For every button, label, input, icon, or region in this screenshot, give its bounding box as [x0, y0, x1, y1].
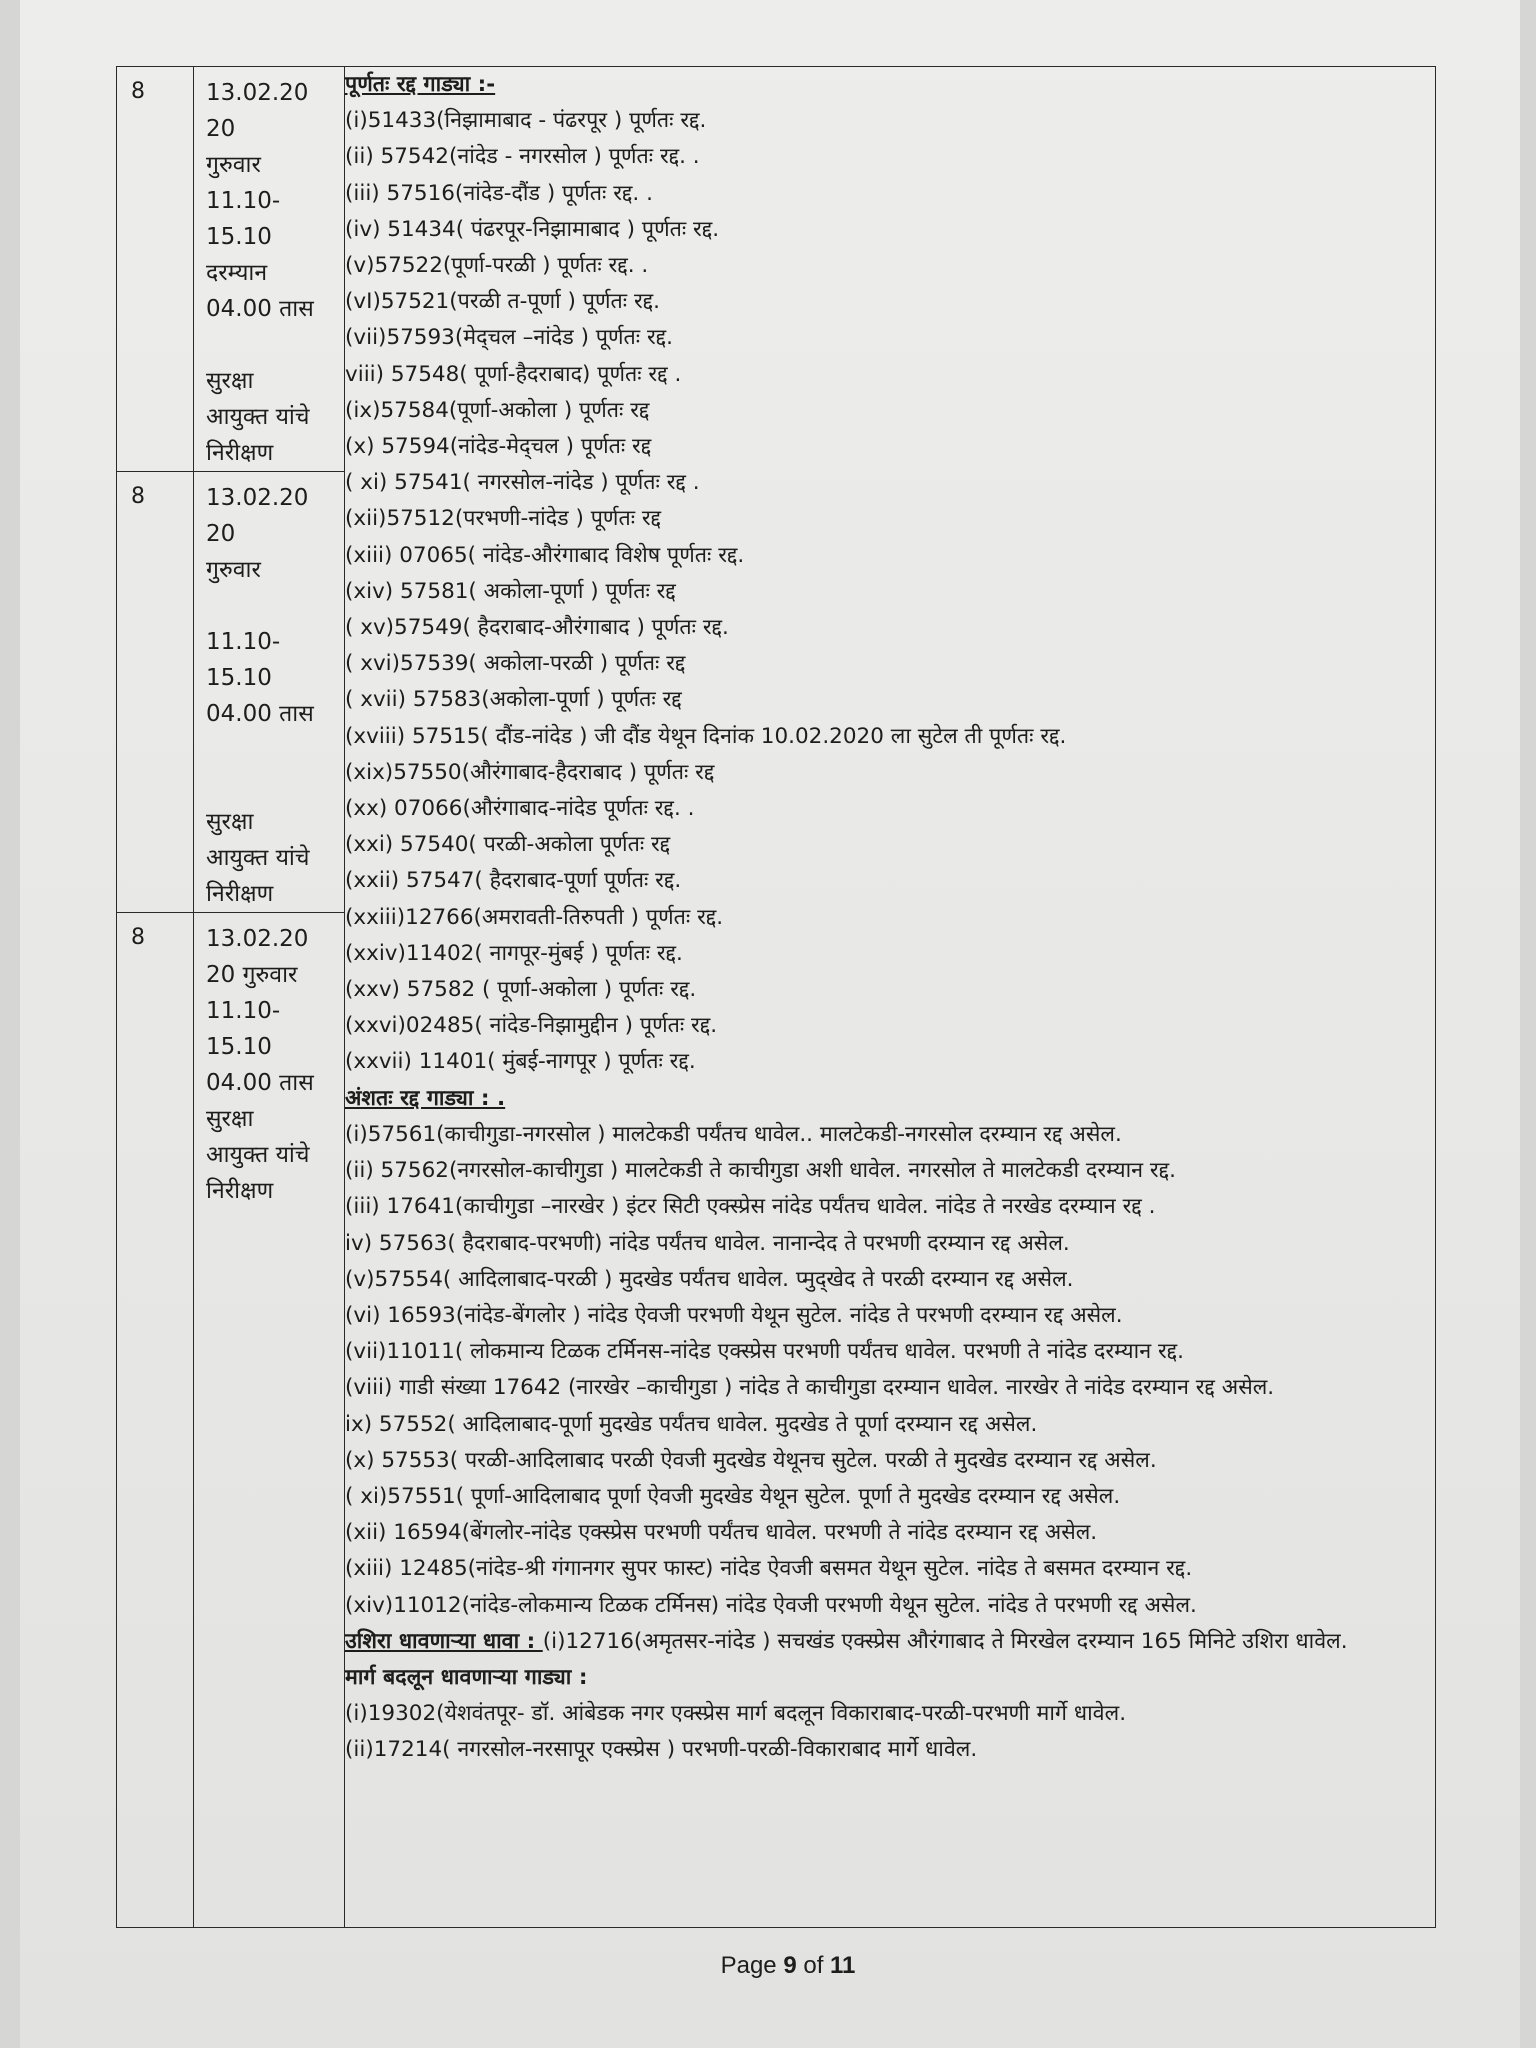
total-pages: 11: [830, 1952, 856, 1979]
time-line: दरम्यान: [206, 260, 268, 286]
details-cell: [345, 67, 1436, 1928]
diverted-item: (i)19302(येशवंतपूर- डॉ. आंबेडक नगर एक्स्प्रेस मार्ग बदलून विकाराबाद-परळी-परभणी मार्गे धावेल.: [345, 1701, 1127, 1727]
inspection-line: सुरक्षा: [206, 368, 254, 394]
full-cancel-item: (vI)57521(परळी त-पूर्णा ) पूर्णतः रद्द.: [345, 289, 660, 315]
late-running-heading: उशिरा धावणाऱ्या धावा :: [345, 1628, 543, 1654]
date-time-cell: [194, 67, 345, 472]
row-number: 8: [131, 79, 145, 104]
row-number-cell: [117, 913, 194, 1928]
page-label: Page: [720, 1952, 784, 1979]
full-cancel-item: (x) 57594(नांदेड-मेद्चल ) पूर्णतः रद्द: [345, 434, 652, 460]
weekday-line: गुरुवार: [206, 152, 261, 178]
full-cancel-item: (xxvii) 11401( मुंबई-नागपूर ) पूर्णतः रद्द.: [345, 1049, 696, 1075]
partial-cancel-item: (ii) 57562(नगरसोल-काचीगुडा ) मालटेकडी ते काचीगुडा अशी धावेल. नगरसोल ते मालटेकडी दरम्यान रद्द.: [345, 1158, 1176, 1184]
full-cancel-item: (ix)57584(पूर्णा-अकोला ) पूर्णतः रद्द: [345, 397, 650, 423]
inspection-line: सुरक्षा: [206, 1106, 254, 1132]
full-cancel-item: ( xv)57549( हैदराबाद-औरंगाबाद ) पूर्णतः रद्द.: [345, 615, 729, 641]
row-number: 8: [131, 925, 145, 950]
full-cancel-item: viii) 57548( पूर्णा-हैदराबाद) पूर्णतः रद्द .: [345, 361, 682, 387]
partial-cancel-heading: अंशतः रद्द गाड्या : .: [345, 1085, 506, 1111]
full-cancel-item: ( xvii) 57583(अकोला-पूर्णा ) पूर्णतः रद्द: [345, 687, 682, 713]
full-cancel-item: (xiii) 07065( नांदेड-औरंगाबाद विशेष पूर्णतः रद्द.: [345, 542, 745, 568]
page-of-label: of: [796, 1952, 831, 1979]
page-number: [20, 1952, 1536, 1980]
full-cancel-item: ( xvi)57539( अकोला-परळी ) पूर्णतः रद्द: [345, 651, 686, 677]
row-number-cell: [117, 67, 194, 472]
partial-cancel-item: ( xi)57551( पूर्णा-आदिलाबाद पूर्णा ऐवजी मुदखेड येथून सुटेल. पूर्णा ते मुदखेड दरम्यान रद्द असेल.: [345, 1483, 1121, 1509]
time-line: 15.10: [206, 224, 272, 250]
partial-cancel-item: (vii)11011( लोकमान्य टिळक टर्मिनस-नांदेड एक्स्प्रेस परभणी पर्यंतच धावेल. परभणी ते नांदेड दरम्यान रद्द.: [345, 1339, 1184, 1365]
late-running-item: (i)12716(अमृतसर-नांदेड ) सचखंड एक्स्प्रेस औरंगाबाद ते मिरखेल दरम्यान 165 मिनिटे उशिरा धावेल.: [542, 1628, 1348, 1654]
late-running-entry: [345, 1624, 1435, 1660]
full-cancel-item: (xii)57512(परभणी-नांदेड ) पूर्णतः रद्द: [345, 506, 662, 532]
details-text: [345, 67, 1435, 1769]
weekday-line: 20 गुरुवार: [206, 962, 298, 988]
full-cancel-item: ( xi) 57541( नगरसोल-नांदेड ) पूर्णतः रद्द .: [345, 470, 700, 496]
duration-line: 04.00 तास: [206, 701, 314, 727]
inspection-line: निरीक्षण: [206, 440, 274, 466]
full-cancel-item: (i)51433(निझामाबाद - पंढरपूर ) पूर्णतः रद्द.: [345, 108, 707, 134]
weekday-line: गुरुवार: [206, 557, 261, 583]
current-page: 9: [783, 1952, 797, 1979]
full-cancel-item: (vii)57593(मेद्चल –नांदेड ) पूर्णतः रद्द.: [345, 325, 674, 351]
duration-line: 04.00 तास: [206, 296, 314, 322]
row-number: 8: [131, 484, 145, 509]
full-cancel-item: (v)57522(पूर्णा-परळी ) पूर्णतः रद्द. .: [345, 253, 649, 279]
date-time-cell: [194, 913, 345, 1928]
full-cancel-item: (ii) 57542(नांदेड - नगरसोल ) पूर्णतः रद्द. .: [345, 144, 700, 170]
inspection-line: निरीक्षण: [206, 881, 274, 907]
partial-cancel-item: (i)57561(काचीगुडा-नगरसोल ) मालटेकडी पर्यंतच धावेल.. मालटेकडी-नगरसोल दरम्यान रद्द असेल.: [345, 1121, 1122, 1147]
date-line: 20: [206, 116, 236, 142]
full-cancel-item: (iii) 57516(नांदेड-दौंड ) पूर्णतः रद्द. .: [345, 180, 653, 206]
full-cancel-item: (xiv) 57581( अकोला-पूर्णा ) पूर्णतः रद्द: [345, 578, 676, 604]
full-cancel-heading: पूर्णतः रद्द गाड्या :-: [345, 72, 496, 97]
full-cancel-item: (xix)57550(औरंगाबाद-हैदराबाद ) पूर्णतः रद्द: [345, 759, 715, 785]
date-time-cell: [194, 472, 345, 913]
full-cancel-item: (xxi) 57540( परळी-अकोला पूर्णतः रद्द: [345, 832, 671, 858]
inspection-line: निरीक्षण: [206, 1178, 274, 1204]
time-line: 15.10: [206, 665, 272, 691]
full-cancel-item: (xxiv)11402( नागपूर-मुंबई ) पूर्णतः रद्द.: [345, 940, 683, 966]
diverted-heading: मार्ग बदलून धावणाऱ्या गाड्या :: [345, 1664, 588, 1690]
inspection-line: सुरक्षा: [206, 809, 254, 835]
partial-cancel-item: ix) 57552( आदिलाबाद-पूर्णा मुदखेड पर्यंतच धावेल. मुदखेड ते पूर्णा दरम्यान रद्द असेल.: [345, 1411, 1038, 1437]
partial-cancel-item: (iii) 17641(काचीगुडा –नारखेर ) इंटर सिटी एक्स्प्रेस नांदेड पर्यंतच धावेल. नांदेड ते नरखेड दरम्यान रद्द .: [345, 1194, 1156, 1220]
partial-cancel-item: (viii) गाडी संख्या 17642 (नारखेर –काचीगुडा ) नांदेड ते काचीगुडा दरम्यान धावेल. नारखेर ते नांदेड दरम्यान रद्द असेल.: [345, 1375, 1275, 1401]
cancellation-table: [116, 66, 1436, 1928]
date-line: 20: [206, 521, 236, 547]
time-line: 11.10-: [206, 188, 281, 214]
full-cancel-item: (xx) 07066(औरंगाबाद-नांदेड पूर्णतः रद्द. .: [345, 796, 695, 822]
time-line: 15.10: [206, 1034, 272, 1060]
full-cancel-item: (xxvi)02485( नांदेड-निझामुद्दीन ) पूर्णतः रद्द.: [345, 1013, 718, 1039]
document-page: [20, 0, 1520, 2048]
partial-cancel-item: (x) 57553( परळी-आदिलाबाद परळी ऐवजी मुदखेड येथूनच सुटेल. परळी ते मुदखेड दरम्यान रद्द असेल.: [345, 1447, 1157, 1473]
duration-line: 04.00 तास: [206, 1070, 314, 1096]
partial-cancel-item: (xiii) 12485(नांदेड-श्री गंगानगर सुपर फास्ट) नांदेड ऐवजी बसमत येथून सुटेल. नांदेड ते बसमत दरम्यान रद्द.: [345, 1556, 1193, 1582]
date-line: 13.02.20: [206, 926, 309, 952]
date-line: 13.02.20: [206, 80, 309, 106]
partial-cancel-item: (v)57554( आदिलाबाद-परळी ) मुदखेड पर्यंतच धावेल. प्मुद्खेद ते परळी दरम्यान रद्द असेल.: [345, 1266, 1074, 1292]
partial-cancel-item: (xii) 16594(बेंगलोर-नांदेड एक्स्प्रेस परभणी पर्यंतच धावेल. परभणी ते नांदेड दरम्यान रद्द असेल.: [345, 1520, 1098, 1546]
time-line: 11.10-: [206, 629, 281, 655]
partial-cancel-item: (xiv)11012(नांदेड-लोकमान्य टिळक टर्मिनस) नांदेड ऐवजी परभणी येथून सुटेल. नांदेड ते परभणी रद्द असेल.: [345, 1592, 1197, 1618]
date-line: 13.02.20: [206, 485, 309, 511]
partial-cancel-item: iv) 57563( हैदराबाद-परभणी) नांदेड पर्यंतच धावेल. नानान्देद ते परभणी दरम्यान रद्द असेल.: [345, 1230, 1070, 1256]
partial-cancel-item: (vi) 16593(नांदेड-बेंगलोर ) नांदेड ऐवजी परभणी येथून सुटेल. नांदेड ते परभणी दरम्यान रद्द असेल.: [345, 1302, 1123, 1328]
full-cancel-item: (xxv) 57582 ( पूर्णा-अकोला ) पूर्णतः रद्द.: [345, 977, 697, 1003]
time-line: 11.10-: [206, 998, 281, 1024]
full-cancel-item: (xxii) 57547( हैदराबाद-पूर्णा पूर्णतः रद्द.: [345, 868, 682, 894]
diverted-item: (ii)17214( नगरसोल-नरसापूर एक्स्प्रेस ) परभणी-परळी-विकाराबाद मार्गे धावेल.: [345, 1737, 978, 1763]
full-cancel-item: (xxiii)12766(अमरावती-तिरुपती ) पूर्णतः रद्द.: [345, 904, 724, 930]
full-cancel-item: (xviii) 57515( दौंड-नांदेड ) जी दौंड येथून दिनांक 10.02.2020 ला सुटेल ती पूर्णतः रद्द.: [345, 723, 1067, 749]
full-cancel-item: (iv) 51434( पंढरपूर-निझामाबाद ) पूर्णतः रद्द.: [345, 216, 720, 242]
row-number-cell: [117, 472, 194, 913]
inspection-line: आयुक्त यांचे: [206, 845, 310, 871]
inspection-line: आयुक्त यांचे: [206, 404, 310, 430]
inspection-line: आयुक्त यांचे: [206, 1142, 310, 1168]
